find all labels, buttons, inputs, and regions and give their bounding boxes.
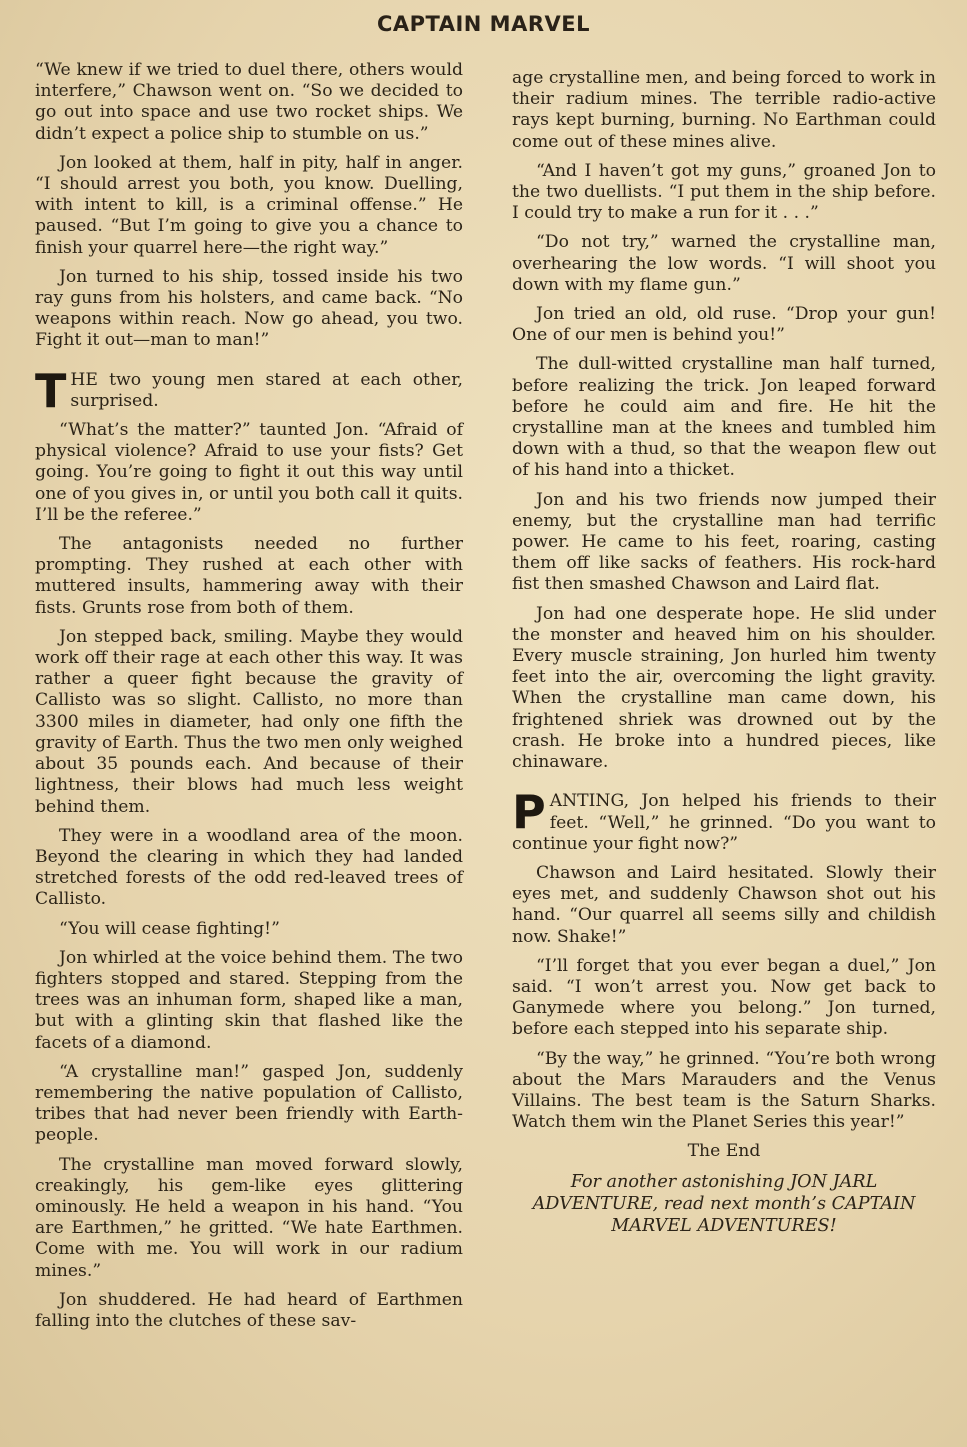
paragraph: The dull-witted crystalline man half turned, before realizing the trick. Jon leaped forward before he could aim and fire. He hit the crystalline man at the knees and tumbled him down with a thud, so that the weapon flew out of his hand into a thicket. — [512, 354, 936, 481]
paragraph: “And I haven’t got my guns,” groaned Jon to the two duellists. “I put them in the ship before. I could try to make a run for it . . .” — [512, 160, 936, 224]
paragraph: The crystalline man moved forward slowly, creakingly, his gem-like eyes glittering ominously. He held a weapon in his hand. “You are Earthmen,” he gritted. “We hate Earthmen. Come with me. You will work in our radium mines.” — [35, 1154, 463, 1281]
drop-cap: T — [35, 363, 67, 418]
section-paragraph — [512, 785, 936, 855]
story-end: The End — [687, 1141, 761, 1162]
paragraph-text: HE two young men stared at each other, surprised. — [70, 369, 463, 411]
section-paragraph — [35, 363, 463, 418]
paragraph: Jon whirled at the voice behind them. The two fighters stopped and stared. Stepping from the trees was an inhuman form, shaped like a man, but with a glinting skin that flashed like the facets of a diamond. — [35, 947, 463, 1053]
paragraph: “Do not try,” warned the crystalline man, overhearing the low words. “I will shoot you down with my flame gun.” — [512, 232, 936, 295]
paragraph: “You will cease fighting!” — [59, 918, 280, 939]
paragraph: Jon shuddered. He had heard of Earthmen falling into the clutches of these sav- — [35, 1289, 463, 1331]
right-column — [512, 68, 936, 1245]
paragraph: They were in a woodland area of the moon. Beyond the clearing in which they had landed stretched forests of the odd red-leaved trees of Callisto. — [35, 825, 463, 910]
paragraph: “A crystalline man!” gasped Jon, suddenly remembering the native population of Callisto, tribes that had never been friendly with Earth-people. — [35, 1061, 463, 1146]
paragraph: Jon looked at them, half in pity, half in anger. “I should arrest you both, you know. Duelling, with intent to kill, is a criminal offense.” He paused. “But I’m going to give you a chance to finish your quarrel here—the right way.” — [35, 152, 463, 258]
paragraph: The antagonists needed no further prompting. They rushed at each other with muttered insults, hammering away with their fists. Grunts rose from both of them. — [35, 534, 463, 618]
paragraph: Jon and his two friends now jumped their enemy, but the crystalline man had terrific power. He came to his feet, roaring, casting them off like sacks of feathers. His rock-hard fist then smashed Chawson and Laird flat. — [512, 489, 936, 595]
drop-cap: P — [512, 785, 546, 840]
paragraph: “By the way,” he grinned. “You’re both wrong about the Mars Marauders and the Venus Villains. The best team is the Saturn Sharks. Watch them win the Planet Series this year!” — [512, 1048, 936, 1133]
page-header: CAPTAIN MARVEL — [376, 12, 590, 36]
paragraph: “I’ll forget that you ever began a duel,” Jon said. “I won’t arrest you. Now get back to Ganymede where you belong.” Jon turned, before each stepped into his separate ship. — [512, 955, 936, 1040]
paragraph: Jon had one desperate hope. He slid under the monster and heaved him on his shoulder. Every muscle straining, Jon hurled him twenty feet into the air, overcoming the light gravity. When the crystalline man came down, his frightened shriek was drowned out by the crash. He broke into a hundred pieces, like chinaware. — [512, 603, 936, 773]
paragraph: Jon tried an old, old ruse. “Drop your gun! One of our men is behind you!” — [512, 304, 936, 346]
paragraph: Chawson and Laird hesitated. Slowly their eyes met, and suddenly Chawson shot out his hand. “Our quarrel all seems silly and childish now. Shake!” — [512, 862, 936, 947]
left-column — [35, 60, 463, 1340]
next-issue-promo: For another astonishing JON JARL ADVENTURE, read next month’s CAPTAIN MARVEL ADVENTURES! — [532, 1171, 916, 1236]
paragraph: Jon turned to his ship, tossed inside his two ray guns from his holsters, and came back. “No weapons within reach. Now go ahead, you two. Fight it out—man to man!” — [35, 266, 463, 351]
paragraph: age crystalline men, and being forced to work in their radium mines. The terrible radio-active rays kept burning, burning. No Earthman could come out of these mines alive. — [512, 68, 936, 152]
paragraph: “We knew if we tried to duel there, others would interfere,” Chawson went on. “So we decided to go out into space and use two rocket ships. We didn’t expect a police ship to stumble on us.” — [35, 60, 463, 144]
paragraph: “What’s the matter?” taunted Jon. “Afraid of physical violence? Afraid to use your fists? Get going. You’re going to fight it out this way until one of you gives in, or until you both call it quits. I’ll be the referee.” — [35, 420, 463, 525]
paragraph: Jon stepped back, smiling. Maybe they would work off their rage at each other this way. It was rather a queer fight because the gravity of Callisto was so slight. Callisto, no more than 3300 miles in diameter, had only one fifth the gravity of Earth. Thus the two men only weighed about 35 pounds each. And because of their lightness, their blows had much less weight behind them. — [35, 626, 463, 817]
paragraph-text: ANTING, Jon helped his friends to their feet. “Well,” he grinned. “Do you want to continue your fight now?” — [512, 791, 936, 854]
